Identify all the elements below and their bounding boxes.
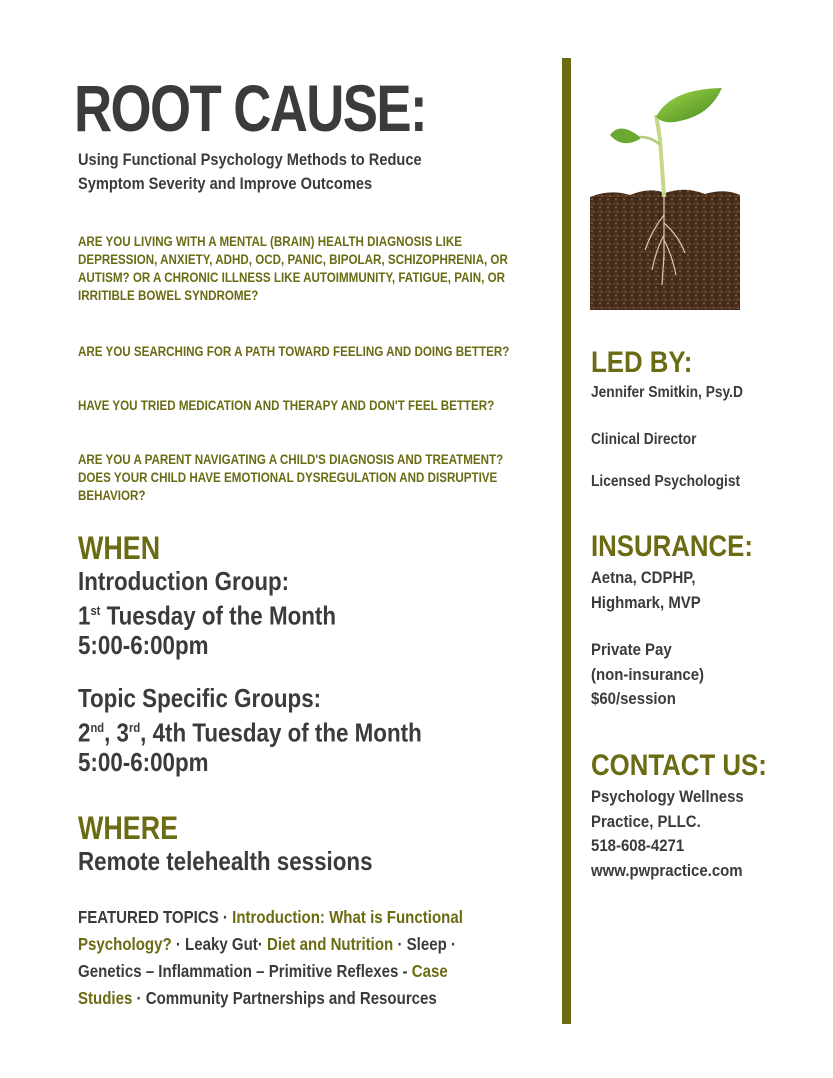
topic-sleep-genetics: · Sleep · Genetics – Inflammation – Primitive Reflexes - (78, 934, 456, 981)
insurance-plans (591, 566, 701, 615)
topic-introduction: Introduction: What is Functional Psychology? (78, 907, 463, 954)
question-diagnosis: ARE YOU LIVING WITH A MENTAL (BRAIN) HEALTH DIAGNOSIS LIKE DEPRESSION, ANXIETY, ADHD, OCD, PANIC, BIPOLAR, SCHIZOPHRENIA, OR AUTISM? OR A CHRONIC ILLNESS LIKE AUTOIMMUNITY, FATIGUE, PAIN, OR IRRITIBLE BOWEL SYNDROME? (78, 234, 508, 303)
vertical-divider (562, 58, 571, 1024)
where-heading: WHERE (78, 810, 179, 846)
subtitle-line-2: Symptom Severity and Improve Outcomes (78, 174, 373, 193)
subtitle-line-1: Using Functional Psychology Methods to Reduce (78, 150, 422, 169)
contact-phone[interactable]: 518-608-4271 (591, 836, 685, 855)
leader-role-psychologist: Licensed Psychologist (591, 473, 741, 490)
led-by-heading: LED BY: (591, 346, 693, 379)
topic-groups-block (78, 684, 422, 777)
contact-website-link[interactable]: www.pwpractice.com (591, 860, 743, 880)
leader-role-director: Clinical Director (591, 431, 697, 448)
topic-groups-time: 5:00-6:00pm (78, 746, 209, 777)
question-path: ARE YOU SEARCHING FOR A PATH TOWARD FEELING AND DOING BETTER? (78, 344, 510, 359)
when-heading: WHEN (78, 530, 161, 566)
featured-topics (78, 904, 491, 1012)
featured-topics-label: FEATURED TOPICS · (78, 907, 233, 927)
insurance-heading: INSURANCE: (591, 530, 753, 563)
private-pay-block (591, 638, 704, 712)
topic-diet-nutrition: Diet and Nutrition (267, 934, 394, 954)
contact-heading: CONTACT US: (591, 749, 767, 782)
topic-groups-label: Topic Specific Groups: (78, 683, 322, 713)
intro-group-day: 1st Tuesday of the Month (78, 600, 336, 631)
question-medication: HAVE YOU TRIED MEDICATION AND THERAPY AND DON'T FEEL BETTER? (78, 398, 495, 413)
private-pay-label: Private Pay (591, 640, 672, 659)
insurance-line-1: Aetna, CDPHP, (591, 568, 696, 587)
insurance-line-2: Highmark, MVP (591, 592, 701, 612)
topic-community: · Community Partnerships and Resources (132, 988, 437, 1008)
intro-group-label: Introduction Group: (78, 566, 290, 596)
topic-leaky-gut: · Leaky Gut· (171, 934, 268, 954)
private-pay-note: (non-insurance) (591, 664, 705, 684)
page-subtitle (78, 148, 491, 196)
contact-block (591, 785, 744, 883)
intro-group-block (78, 567, 336, 660)
leader-name: Jennifer Smitkin, Psy.D (591, 384, 743, 401)
where-text: Remote telehealth sessions (78, 846, 373, 876)
topic-case-studies: Case Studies (78, 961, 448, 1008)
contact-practice-line-1: Psychology Wellness (591, 787, 744, 806)
private-pay-price: $60/session (591, 689, 676, 708)
question-parent: ARE YOU A PARENT NAVIGATING A CHILD'S DIAGNOSIS AND TREATMENT? DOES YOUR CHILD HAVE EMOTIONAL DYSREGULATION AND DISRUPTIVE BEHAVIOR? (78, 452, 504, 503)
intro-group-time: 5:00-6:00pm (78, 629, 209, 660)
page-title: ROOT CAUSE: (74, 71, 426, 145)
topic-groups-days: 2nd, 3rd, 4th Tuesday of the Month (78, 717, 422, 748)
contact-practice-line-2: Practice, PLLC. (591, 811, 701, 831)
seedling-in-soil-image (590, 85, 740, 310)
